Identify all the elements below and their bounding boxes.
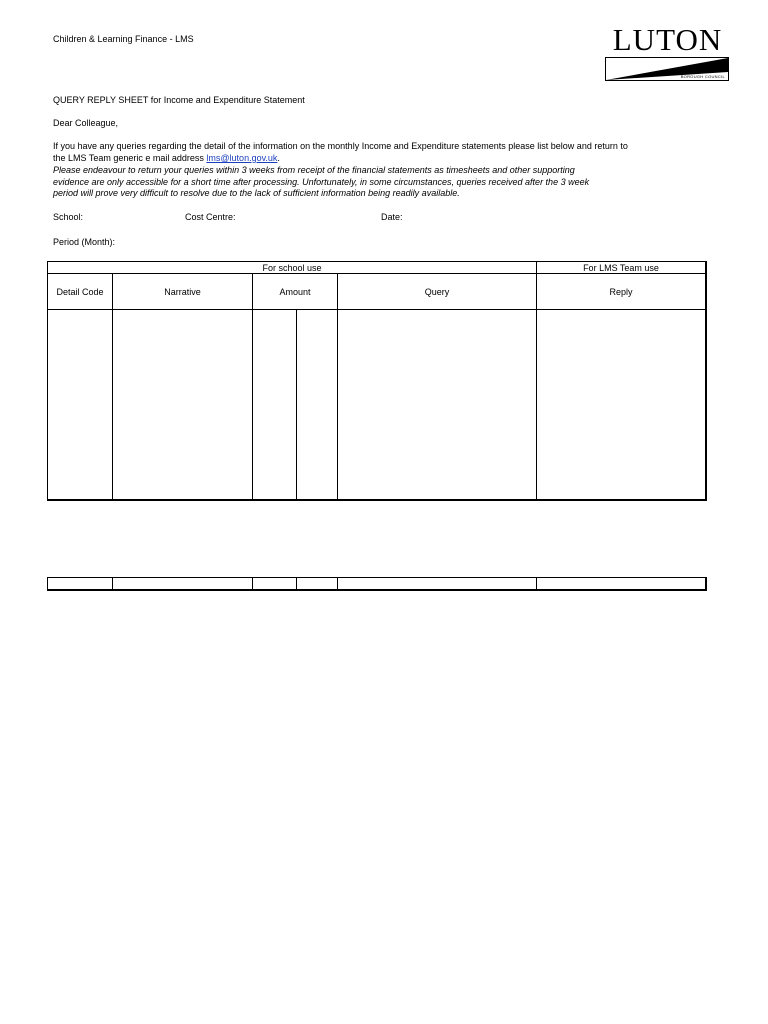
intro-line-2 xyxy=(53,153,280,163)
column-divider xyxy=(536,577,537,590)
column-header-reply: Reply xyxy=(609,286,633,297)
intro-line-2-prefix: the LMS Team generic e mail address xyxy=(53,153,207,163)
column-header-detail-code: Detail Code xyxy=(56,286,104,297)
column-header-narrative: Narrative xyxy=(164,286,201,297)
cost-centre-field-label: Cost Centre: xyxy=(185,212,236,222)
sheet-title: QUERY REPLY SHEET for Income and Expenditure Statement xyxy=(53,95,305,105)
deadline-notice xyxy=(53,165,589,200)
intro-line-2-suffix: . xyxy=(277,153,280,163)
deadline-notice-line: Please endeavour to return your queries within 3 weeks from receipt of the financial statements as timesheets and other supporting xyxy=(53,165,575,175)
column-header-amount: Amount xyxy=(279,286,311,297)
column-divider xyxy=(112,577,113,590)
salutation: Dear Colleague, xyxy=(53,118,119,128)
column-divider xyxy=(337,577,338,590)
intro-line-1: If you have any queries regarding the detail of the information on the monthly Income and Expenditure statements please list below and return to xyxy=(53,141,628,151)
column-divider xyxy=(296,577,297,590)
deadline-notice-line: period will prove very difficult to resolve due to the lack of sufficient information being readily available. xyxy=(53,188,460,198)
column-divider xyxy=(252,577,253,590)
logo-wordmark: LUTON xyxy=(612,22,723,57)
table-entry-area[interactable] xyxy=(48,310,705,499)
department-header: Children & Learning Finance - LMS xyxy=(53,34,194,44)
summary-row-frame xyxy=(47,577,707,591)
logo-subtext: BOROUGH COUNCIL xyxy=(680,74,725,79)
school-field-label: School: xyxy=(53,212,84,222)
logo-wedge-bar xyxy=(605,57,729,81)
column-header-query: Query xyxy=(424,286,450,297)
date-field-label: Date: xyxy=(381,212,403,222)
email-link[interactable]: lms@luton.gov.uk xyxy=(206,153,278,163)
group-header-lms-use: For LMS Team use xyxy=(583,262,659,273)
luton-logo xyxy=(604,22,731,83)
group-header-school-use: For school use xyxy=(262,262,322,273)
period-field-label: Period (Month): xyxy=(53,237,116,247)
deadline-notice-line: evidence are only accessible for a short time after processing. Unfortunately, in some circumstances, queries received after the 3 week xyxy=(53,176,590,187)
